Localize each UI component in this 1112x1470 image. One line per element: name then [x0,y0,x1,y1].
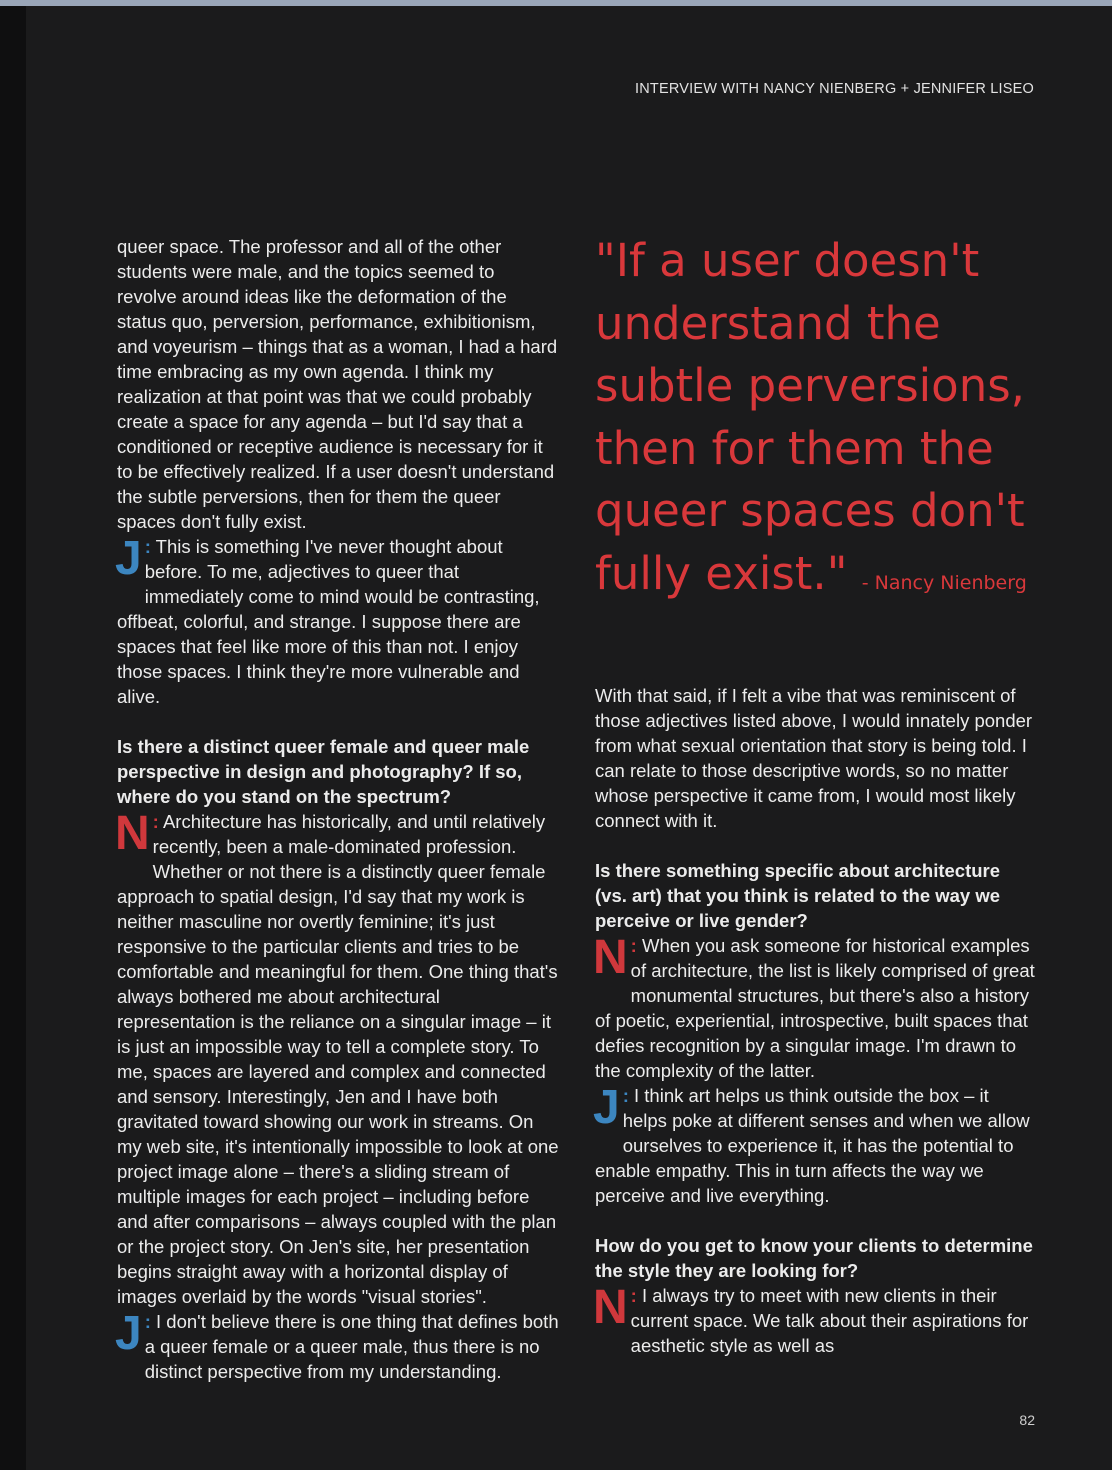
answer-text: I think art helps us think outside the box – it helps poke at different senses and when we allow ourselves to experience it, it has the potential to enable empathy. This in turn affects the way we perceive and live everything. [595,1085,1030,1206]
page-number: 82 [1019,1412,1035,1428]
answer-text: I don't believe there is one thing that defines both a queer female or a queer male, thus there is no distinct perspective from my understanding. [144,1311,559,1382]
answer-colon: : [630,1285,637,1306]
answer-colon: : [152,811,159,832]
answer-text: When you ask someone for historical examples of architecture, the list is likely comprised of great monumental structures, but there's also a history of poetic, experiential, introspective, built spaces that defies recognition by a singular image. I'm drawn to the complexity of the latter. [595,935,1035,1081]
interview-question: Is there something specific about architecture (vs. art) that you think is related to the way we perceive or live gender? [595,860,1001,931]
page-spine-shadow [0,0,26,1470]
pull-quote-text: "If a user doesn't understand the subtle perversions, then for them the queer spaces don't fully exist." [595,234,1025,600]
answer-colon: : [630,935,637,956]
dropcap-j: J [593,1081,620,1134]
answer-colon: : [622,1085,629,1106]
right-column [595,683,1035,1358]
left-column [117,234,559,1384]
answer-jennifer [117,1309,559,1384]
dropcap-j: J [115,532,142,585]
pull-quote-attribution: - Nancy Nienberg [861,571,1027,594]
running-header: INTERVIEW WITH NANCY NIENBERG + JENNIFER LISEO [634,81,1034,97]
pull-quote [595,230,1065,614]
body-paragraph: queer space. The professor and all of the other students were male, and the topics seemed to revolve around ideas like the deformation of the status quo, perversion, performance, exhibitionism, and voyeurism – things that as a woman, I had a hard time embracing as my own agenda. I think my realization at that point was that we could probably create a space for any agenda – but I'd say that a conditioned or receptive audience is necessary for it to be effectively realized. If a user doesn't understand the subtle perversions, then for them the queer spaces don't fully exist. [117,236,558,532]
answer-text: Architecture has historically, and until relatively recently, been a male-dominated profession. Whether or not there is a distinctly queer female approach to spatial design, I'd say that my work is neither masculine nor overtly feminine; it's just responsive to the particular clients and tries to be comfortable and meaningful for them. One thing that's always bothered me about architectural representation is the reliance on a singular image – it is just an impossible way to tell a complete story. To me, spaces are layered and complex and connected and sensory. Interestingly, Jen and I have both gravitated toward showing our work in streams. On my web site, it's intentionally impossible to look at one project image alone – there's a sliding stream of multiple images for each project – including before and after comparisons – always coupled with the plan or the project story. On Jen's site, her presentation begins straight away with a horizontal display of images overlaid by the words "visual stories". [117,811,559,1307]
answer-nancy [595,1283,1035,1358]
answer-jennifer [117,534,559,709]
dropcap-n: N [115,807,150,860]
answer-text: I always try to meet with new clients in their current space. We talk about their aspirations for aesthetic style as well as [630,1285,1029,1356]
answer-colon: : [144,1311,151,1332]
answer-jennifer [595,1083,1035,1208]
body-paragraph: With that said, if I felt a vibe that was reminiscent of those adjectives listed above, I would innately ponder from what sexual orientation that story is being told. I can relate to those descriptive words, so no matter whose perspective it came from, I would most likely connect with it. [595,685,1033,831]
dropcap-n: N [593,1281,628,1334]
answer-colon: : [144,536,151,557]
answer-nancy [595,933,1035,1083]
dropcap-n: N [593,931,628,984]
answer-nancy [117,809,559,1309]
interview-question: Is there a distinct queer female and queer male perspective in design and photography? If so, where do you stand on the spectrum? [117,736,530,807]
dropcap-j: J [115,1307,142,1360]
interview-question: How do you get to know your clients to determine the style they are looking for? [595,1235,1033,1281]
answer-text: This is something I've never thought about before. To me, adjectives to queer that immediately come to mind would be contrasting, offbeat, colorful, and strange. I suppose there are spaces that feel like more of this than not. I enjoy those spaces. I think they're more vulnerable and alive. [117,536,540,707]
page-top-edge [0,0,1112,6]
